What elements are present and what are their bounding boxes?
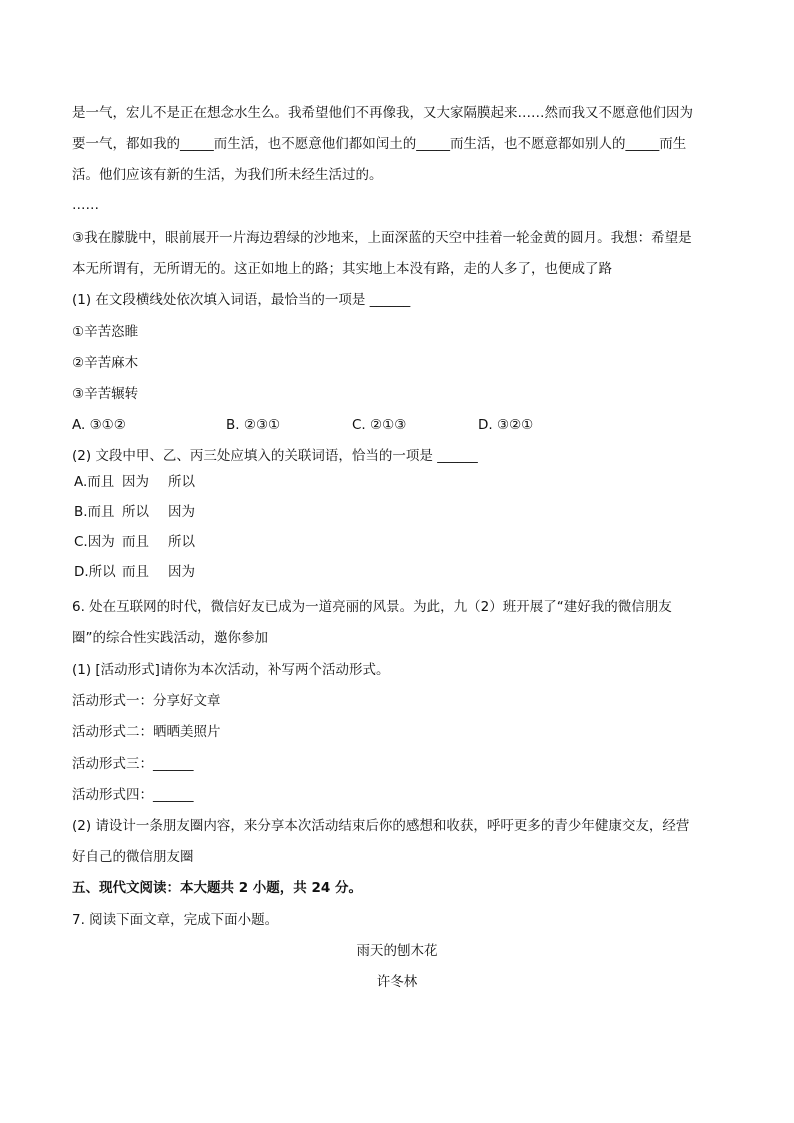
activity-form: 活动形式四：______ xyxy=(72,787,194,803)
option-c[interactable]: C. ②①③ xyxy=(352,417,407,433)
option-d[interactable]: D.所以 而且 因为 xyxy=(74,564,195,580)
section-heading: 五、现代文阅读：本大题共 2 小题，共 24 分。 xyxy=(72,880,362,896)
passage-line: 本无所谓有，无所谓无的。这正如地上的路；其实地上本没有路，走的人多了，也便成了路 xyxy=(72,261,612,277)
option-c[interactable]: C.因为 而且 所以 xyxy=(74,534,195,550)
passage-line: 是一气，宏儿不是正在想念水生么。我希望他们不再像我，又大家隔膜起来……然而我又不愿意他们因为 xyxy=(72,105,693,121)
question-7-stem: 7. 阅读下面文章，完成下面小题。 xyxy=(72,912,279,928)
question-5-1-stem: (1) 在文段横线处依次填入词语，最恰当的一项是 ______ xyxy=(72,292,411,308)
word-group-item: ③辛苦辗转 xyxy=(72,386,139,402)
question-6-2: 好自己的微信朋友圈 xyxy=(72,849,194,865)
option-a[interactable]: A. ③①② xyxy=(72,417,126,433)
passage-line: ③我在朦胧中，眼前展开一片海边碧绿的沙地来，上面深蓝的天空中挂着一轮金黄的圆月。我想：希望是 xyxy=(72,230,692,246)
passage-line: 活。他们应该有新的生活，为我们所未经生活过的。 xyxy=(72,167,383,183)
passage-line: 要一气，都如我的_____而生活，也不愿意他们都如闰土的_____而生活，也不愿意都如别人的_____而生 xyxy=(72,136,687,152)
option-a[interactable]: A.而且 因为 所以 xyxy=(74,474,195,490)
option-b[interactable]: B.而且 所以 因为 xyxy=(74,504,195,520)
activity-form: 活动形式三：______ xyxy=(72,756,194,772)
word-group-item: ②辛苦麻木 xyxy=(72,355,139,371)
question-6-2: (2) 请设计一条朋友圈内容，来分享本次活动结束后你的感想和收获，呼吁更多的青少年健康交友，经营 xyxy=(72,818,690,834)
question-6-1: (1) [活动形式]请你为本次活动，补写两个活动形式。 xyxy=(72,662,390,678)
article-author: 许冬林 xyxy=(376,974,418,990)
question-6-stem: 圈”的综合性实践活动，邀你参加 xyxy=(72,630,268,646)
article-title: 雨天的刨木花 xyxy=(356,943,438,959)
option-b[interactable]: B. ②③① xyxy=(226,417,281,433)
word-group-item: ①辛苦恣睢 xyxy=(72,324,139,340)
question-6-stem: 6. 处在互联网的时代，微信好友已成为一道亮丽的风景。为此，九（2）班开展了“建好我的微信朋友 xyxy=(72,599,672,615)
activity-form: 活动形式一：分享好文章 xyxy=(72,693,221,709)
passage-ellipsis: …… xyxy=(72,197,99,213)
question-5-2-stem: (2) 文段中甲、乙、丙三处应填入的关联词语，恰当的一项是 ______ xyxy=(72,448,478,464)
option-d[interactable]: D. ③②① xyxy=(478,417,534,433)
activity-form: 活动形式二：晒晒美照片 xyxy=(72,724,221,740)
answer-options xyxy=(72,416,533,434)
